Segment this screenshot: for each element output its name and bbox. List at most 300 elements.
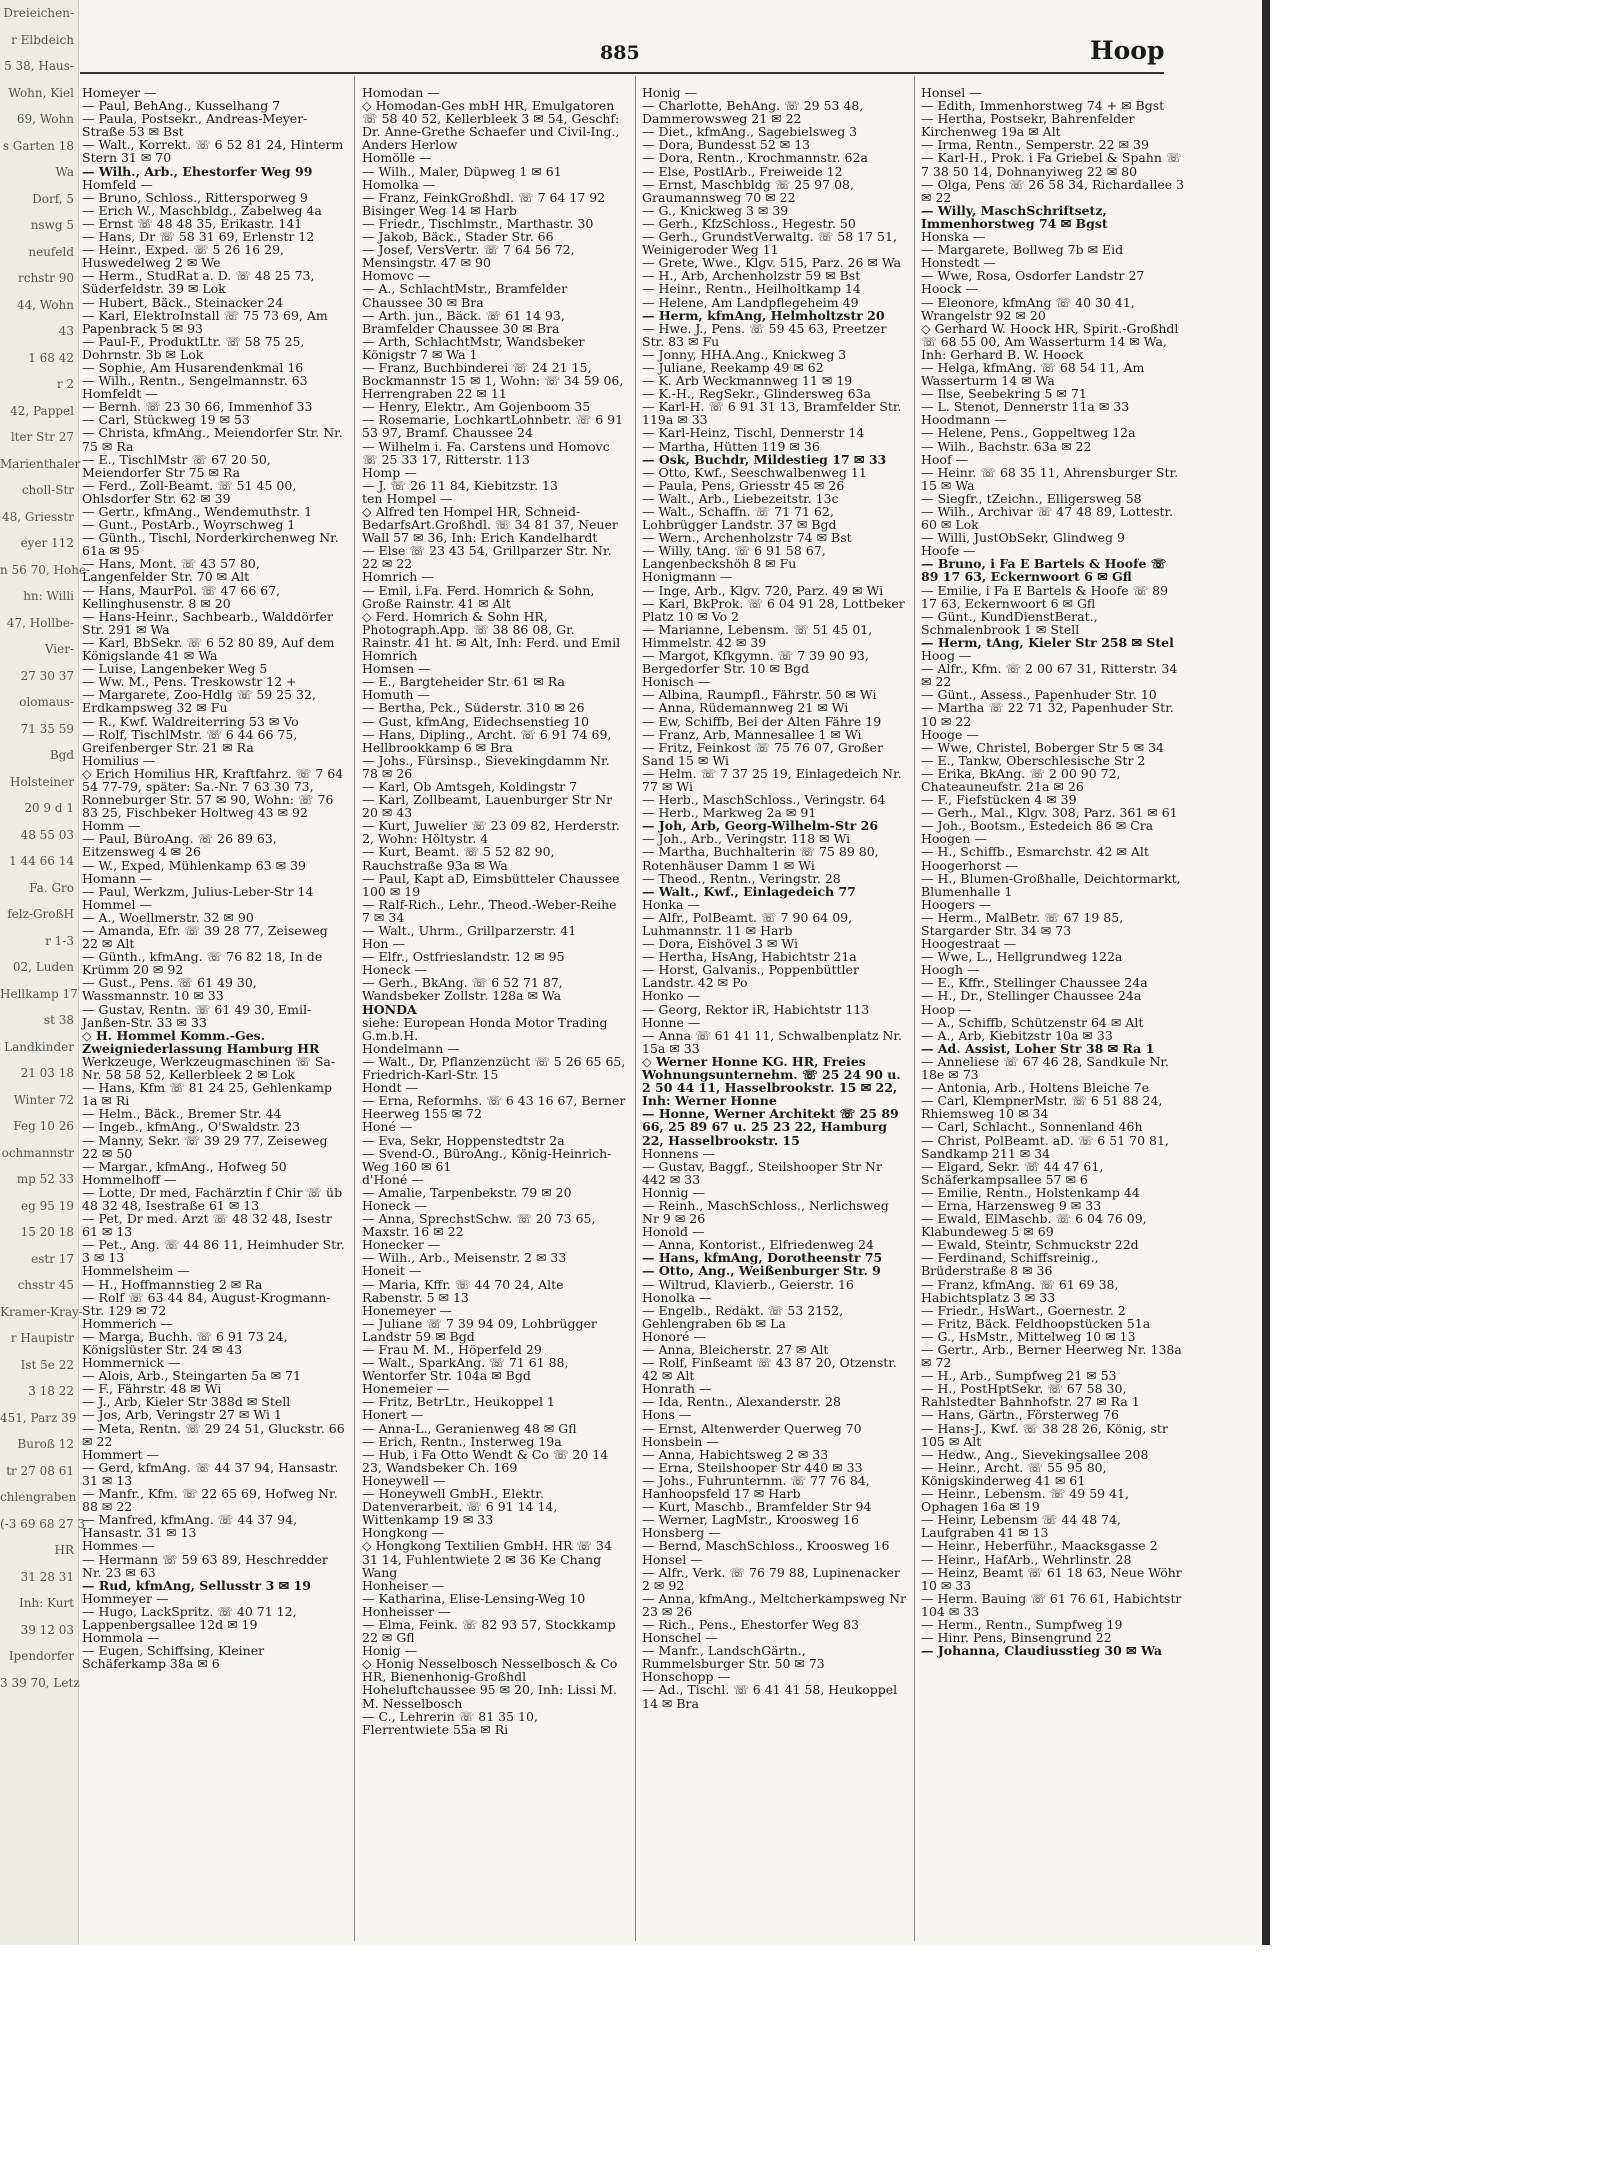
directory-entry: — W., Exped, Mühlenkamp 63 ✉ 39	[82, 857, 307, 873]
directory-entry: — Margar., kfmAng., Hofweg 50	[82, 1158, 287, 1174]
bleed-fragment: 27 30 37	[20, 668, 74, 683]
directory-entry: — Svend-O., BüroAng., König-Heinrich-Weg 160 ✉ 61	[362, 1145, 612, 1174]
directory-entry: — Olga, Pens ☏ 26 58 34, Richardallee 3 ✉ 22	[921, 176, 1185, 205]
directory-entry: — Hans-J., Kwf. ☏ 38 28 26, König, str 105 ✉ Alt	[921, 1420, 1168, 1449]
bleed-fragment: mp 52 33	[16, 1172, 74, 1186]
directory-entry: — Walt., Dr, Pflanzenzücht ☏ 5 26 65 65, Friedrich-Karl-Str. 15	[362, 1053, 626, 1083]
directory-entry: — Günth., kfmAng. ☏ 76 82 18, In de Krümm 20 ✉ 92	[82, 949, 323, 978]
column-2	[362, 86, 626, 1736]
header-rule	[80, 72, 1164, 74]
column-divider	[354, 76, 355, 1941]
bleed-fragment: eg 95 19	[21, 1198, 74, 1213]
directory-entry: — Eugen, Schiffsing, Kleiner Schäferkamp 38a ✉ 6	[82, 1643, 265, 1672]
directory-entry: — H., Arb, Archenholzstr 59 ✉ Bst	[642, 268, 861, 284]
directory-entry: — Ewald, Steintr, Schmuckstr 22d	[921, 1237, 1139, 1253]
directory-entry: — Johs., Fürsinsp., Sievekingdamm Nr. 78 ✉ 26	[362, 752, 610, 781]
surname-heading: Honrath —	[642, 1381, 712, 1397]
directory-entry: — Irma, Rentn., Semperstr. 22 ✉ 39	[921, 137, 1149, 153]
directory-entry: — Reinh., MaschSchloss., Nerlichsweg Nr 9 ✉ 26	[642, 1197, 889, 1227]
directory-entry: — Frau M. M., Höperfeld 29	[362, 1342, 542, 1357]
directory-entry: — Paul, BehAng., Kusselhang 7	[82, 98, 281, 114]
directory-entry: — Ernst, Altenwerder Querweg 70	[642, 1420, 862, 1436]
directory-entry: — Ferdinand, Schiffsreinig., Brüderstraße 8 ✉ 36	[921, 1250, 1099, 1279]
directory-entry: — Alfr., PolBeamt. ☏ 7 90 64 09, Luhmannstr. 11 ✉ Harb	[642, 909, 853, 938]
directory-entry: — Manny, Sekr. ☏ 39 29 77, Zeiseweg 22 ✉ 50	[82, 1132, 328, 1161]
directory-entry: — Manfr., LandschGärtn., Rummelsburger Str. 50 ✉ 73	[642, 1643, 825, 1672]
directory-entry: — Marianne, Lebensm. ☏ 51 45 01, Himmelstr. 42 ✉ 39	[642, 621, 873, 650]
directory-entry: — Amalie, Tarpenbekstr. 79 ✉ 20	[362, 1184, 572, 1200]
directory-entry: siehe: European Honda Motor Trading G.m.b.H.	[362, 1014, 608, 1043]
directory-entry: — Herm., Rentn., Sumpfweg 19	[921, 1616, 1123, 1632]
directory-entry: — Hans, Mont. ☏ 43 57 80, Langenfelder Str. 70 ✉ Alt	[82, 556, 260, 585]
surname-heading: Homann —	[82, 870, 153, 886]
surname-heading: Hoop —	[921, 1001, 972, 1017]
directory-entry: — Gertr., kfmAng., Wendemuthstr. 1	[82, 504, 313, 519]
directory-entry: — Werner, LagMstr., Kroosweg 16	[642, 1512, 859, 1528]
directory-entry: — Herm., MalBetr. ☏ 67 19 85, Stargarder Str. 34 ✉ 73	[921, 909, 1124, 938]
directory-entry: — Helga, kfmAng. ☏ 68 54 11, Am Wasserturm 14 ✉ Wa	[921, 359, 1145, 389]
bleed-fragment: r 2	[56, 377, 74, 391]
surname-heading: Honka —	[642, 896, 700, 912]
directory-entry: — E., Kffr., Stellinger Chaussee 24a	[921, 975, 1148, 991]
directory-entry: ◇ Erich Homilius HR, Kraftfahrz. ☏ 7 64 54 77-79, später: Sa.-Nr. 7 63 30 73, Ronneburger Str. 57 ✉ 90, Wohn: ☏ 76 83 25, Fischbeker Holtweg 43 ✉ 92	[82, 765, 344, 821]
bleed-fragment: r Haupistr	[10, 1331, 74, 1345]
directory-entry: — Helm. ☏ 7 37 25 19, Einlagedeich Nr. 77 ✉ Wi	[642, 765, 902, 794]
directory-entry: — H., Dr., Stellinger Chaussee 24a	[921, 988, 1142, 1004]
column-divider	[635, 76, 636, 1941]
directory-entry: — Herb., MaschSchloss., Veringstr. 64	[642, 792, 886, 808]
directory-entry: — Christa, kfmAng., Meiendorfer Str. Nr. 75 ✉ Ra	[82, 425, 343, 454]
directory-entry: — Arth, SchlachtMstr, Wandsbeker Königstr 7 ✉ Wa 1	[362, 333, 585, 362]
bleed-fragment: rchstr 90	[18, 271, 74, 285]
bleed-fragment: 1 68 42	[28, 350, 74, 365]
bleed-fragment: estr 17	[31, 1251, 74, 1266]
directory-entry: — Karl, Zollbeamt, Lauenburger Str Nr 20 ✉ 43	[362, 792, 613, 821]
directory-entry: — Hermann ☏ 59 63 89, Heschredder Nr. 23 ✉ 63	[82, 1551, 328, 1580]
surname-heading: Honeck —	[362, 1197, 427, 1213]
directory-entry: — Heinr., HafArb., Wehrlinstr. 28	[921, 1551, 1132, 1567]
directory-entry: — Anna ☏ 61 41 11, Schwalbenplatz Nr. 15a ✉ 33	[642, 1027, 903, 1056]
directory-entry: — Ad., Tischl. ☏ 6 41 41 58, Heukoppel 14 ✉ Bra	[642, 1682, 898, 1711]
bleed-fragment: chlengraben	[0, 1490, 77, 1504]
directory-entry: — Erich W., Maschbldg., Zabelweg 4a	[82, 202, 322, 218]
surname-heading: Honsel —	[642, 1551, 703, 1567]
surname-heading: Honigmann —	[642, 569, 733, 585]
directory-entry: — J. ☏ 26 11 84, Kiebitzstr. 13	[362, 477, 558, 493]
directory-entry: ◇ Alfred ten Hompel HR, Schneid-BedarfsArt.Großhdl. ☏ 34 81 37, Neuer Wall 57 ✉ 36, Inh: Erich Kandelhardt	[362, 504, 618, 546]
directory-entry: — Hans-Heinr., Sachbearb., Walddörfer Str. 291 ✉ Wa	[82, 608, 333, 637]
bleed-fragment: 47, Hollbe-	[6, 615, 74, 630]
surname-heading: Hooge —	[921, 726, 979, 742]
directory-entry: — Arth. jun., Bäck. ☏ 61 14 93, Bramfelder Chaussee 30 ✉ Bra	[362, 307, 565, 336]
directory-entry: — Joh., Arb., Veringstr. 118 ✉ Wi	[642, 831, 851, 847]
directory-entry: — Wilhelm i. Fa. Carstens und Homovc ☏ 25 33 17, Ritterstr. 113	[362, 438, 610, 467]
directory-entry: — Ewald, ElMaschb. ☏ 6 04 76 09, Klabundeweg 5 ✉ 69	[921, 1211, 1147, 1240]
surname-heading: Hoof —	[921, 451, 969, 467]
facing-page-bleed	[0, 0, 91, 1945]
directory-entry: — Jonny, HHA.Ang., Knickweg 3	[642, 346, 847, 362]
surname-heading: Hongkong —	[362, 1525, 445, 1541]
directory-entry: — Meta, Rentn. ☏ 29 24 51, Gluckstr. 66 ✉ 22	[82, 1420, 345, 1449]
column-divider	[914, 76, 915, 1941]
surname-heading: Hoock —	[921, 281, 979, 297]
directory-entry: — Ilse, Seebekring 5 ✉ 71	[921, 386, 1087, 402]
surname-heading: Hoog —	[921, 648, 972, 664]
surname-heading: Honheisser —	[362, 1603, 451, 1619]
directory-entry: — Theod., Rentn., Veringstr. 28	[642, 870, 841, 886]
directory-entry: — Erich, Rentn., Insterweg 19a	[362, 1433, 562, 1449]
directory-entry: — Heinr. ☏ 68 35 11, Ahrensburger Str. 15 ✉ Wa	[921, 464, 1179, 493]
directory-entry: — Günth., Tischl, Norderkirchenweg Nr. 61a ✉ 95	[82, 530, 339, 559]
surname-heading: Honecker —	[362, 1237, 441, 1253]
directory-entry: — Wern., Archenholzstr 74 ✉ Bst	[642, 530, 852, 546]
directory-entry: — Joh, Arb, Georg-Wilhelm-Str 26	[642, 818, 879, 834]
surname-heading: Hoogh —	[921, 962, 980, 978]
directory-entry: — Kurt, Juwelier ☏ 23 09 82, Herderstr. 2, Wohn: Höltystr. 4	[362, 818, 620, 847]
surname-heading: Hons —	[642, 1407, 692, 1423]
directory-entry: ◇ Werner Honne KG. HR, Freies Wohnungsunternehm. ☏ 25 24 90 u. 2 50 44 11, Hasselbrookstr. 15 ✉ 22, Inh: Werner Honne	[642, 1053, 901, 1109]
surname-heading: Honeck —	[362, 962, 427, 978]
directory-entry: — Pet, Dr med. Arzt ☏ 48 32 48, Isestr 61 ✉ 13	[82, 1211, 332, 1240]
directory-entry: — Margarete, Zoo-Hdlg ☏ 59 25 32, Erdkampsweg 32 ✉ Fu	[82, 687, 316, 716]
directory-entry: — Kurt, Maschb., Bramfelder Str 94	[642, 1499, 872, 1515]
bleed-fragment: 39 12 03	[20, 1622, 74, 1637]
directory-entry: — H., Blumen-Großhalle, Deichtormarkt, Blumenhalle 1	[921, 870, 1181, 899]
directory-entry: — Wwe, L., Hellgrundweg 122a	[921, 949, 1123, 965]
column-3	[642, 86, 906, 1710]
directory-entry: — Anna, SprechstSchw. ☏ 20 73 65, Maxstr. 16 ✉ 22	[362, 1211, 596, 1240]
directory-entry: — Herb., Markweg 2a ✉ 91	[642, 805, 817, 821]
surname-heading: Hoofe —	[921, 543, 976, 559]
directory-entry: — Herm, tAng, Kieler Str 258 ✉ Stel	[921, 634, 1174, 650]
surname-heading: Homodan —	[362, 85, 440, 100]
directory-entry: — Gust., Pens. ☏ 61 49 30, Wassmannstr. 10 ✉ 33	[82, 975, 257, 1004]
bleed-fragment: Wa	[55, 165, 74, 179]
surname-heading: Homfeld —	[82, 176, 153, 192]
directory-entry: — Herm., StudRat a. D. ☏ 48 25 73, Süderfeldstr. 39 ✉ Lok	[82, 268, 315, 297]
directory-entry: — Antonia, Arb., Holtens Bleiche 7e	[921, 1080, 1150, 1096]
directory-entry: — Helm., Bäck., Bremer Str. 44	[82, 1106, 282, 1122]
directory-entry: — H., Schiffb., Esmarchstr. 42 ✉ Alt	[921, 844, 1149, 860]
directory-entry: — Eva, Sekr, Hoppenstedtstr 2a	[362, 1132, 565, 1148]
directory-entry: — Honne, Werner Architekt ☏ 25 89 66, 25 89 67 u. 25 23 22, Hamburg 22, Hasselbrookstr. 15	[642, 1106, 899, 1148]
directory-entry: ◇ Gerhard W. Hoock HR, Spirit.-Großhdl ☏ 68 55 00, Am Wasserturm 14 ✉ Wa, Inh: Gerhard B. W. Hoock	[921, 320, 1179, 362]
directory-entry: — Ernst, Maschbldg ☏ 25 97 08, Graumannsweg 70 ✉ 22	[642, 176, 854, 205]
directory-entry: — Hans, MaurPol. ☏ 47 66 67, Kellinghusenstr. 8 ✉ 20	[82, 582, 281, 611]
bleed-fragment: 20 9 d 1	[24, 801, 74, 815]
directory-entry: — Heinr., Lebensm. ☏ 49 59 41, Ophagen 16a ✉ 19	[921, 1486, 1129, 1515]
bleed-fragment: Feg 10 26	[13, 1119, 74, 1133]
directory-entry: — Bruno, Schloss., Rittersporweg 9	[82, 189, 308, 205]
directory-entry: — Günt., Assess., Papenhuder Str. 10	[921, 687, 1157, 703]
bleed-fragment: nswg 5	[30, 218, 74, 232]
directory-entry: — Gust, kfmAng, Eidechsenstieg 10	[362, 713, 590, 729]
surname-heading: Homovc —	[362, 268, 431, 284]
directory-entry: — Gerh., KfzSchloss., Hegestr. 50	[642, 215, 856, 231]
directory-entry: — H., Arb., Sumpfweg 21 ✉ 53	[921, 1368, 1117, 1384]
directory-entry: ◇ Hongkong Textilien GmbH. HR ☏ 34 31 14, Fuhlentwiete 2 ✉ 36 Ke Chang Wang	[362, 1538, 612, 1580]
directory-entry: — Willy, MaschSchriftsetz, Immenhorstweg 74 ✉ Bgst	[921, 202, 1108, 231]
bleed-fragment: Landkinder	[4, 1039, 74, 1054]
surname-heading: Honsberg —	[642, 1525, 721, 1541]
directory-entry: — H., Hoffmannstieg 2 ✉ Ra	[82, 1276, 263, 1292]
directory-entry: ◇ Homodan-Ges mbH HR, Emulgatoren ☏ 58 40 52, Kellerbleek 3 ✉ 54, Geschf: Dr. Anne-Grethe Schaefer und Civil-Ing., Anders Herlow	[362, 98, 620, 153]
directory-entry: — Rolf ☏ 63 44 84, August-Krogmann-Str. 129 ✉ 72	[82, 1289, 331, 1318]
directory-entry: — Pet., Ang. ☏ 44 86 11, Heimhuder Str. 3 ✉ 13	[82, 1237, 345, 1266]
directory-entry: — Heinr., Exped. ☏ 5 26 16 29, Huswedelweg 2 ✉ We	[82, 242, 285, 271]
directory-entry: — Erna, Harzensweg 9 ✉ 33	[921, 1197, 1102, 1213]
directory-entry: — Manfred, kfmAng. ☏ 44 37 94, Hansastr. 31 ✉ 13	[82, 1512, 298, 1541]
directory-entry: — Emil, i.Fa. Ferd. Homrich & Sohn, Große Rainstr. 41 ✉ Alt	[362, 582, 595, 611]
directory-entry: — Amanda, Efr. ☏ 39 28 77, Zeiseweg 22 ✉ Alt	[82, 923, 328, 952]
bleed-fragment: st 38	[43, 1013, 74, 1027]
bleed-fragment: Buroß 12	[17, 1437, 74, 1451]
bleed-fragment: 44, Wohn	[16, 297, 74, 312]
surname-heading: Hoodmann —	[921, 412, 1007, 428]
surname-heading: Homfeldt —	[82, 386, 158, 402]
directory-entry: — Fritz, BetrLtr., Heukoppel 1	[362, 1394, 555, 1410]
directory-entry: — Else ☏ 23 43 54, Grillparzer Str. Nr. 22 ✉ 22	[362, 543, 612, 572]
directory-entry: — Wiltrud, Klavierb., Geierstr. 16	[642, 1276, 854, 1292]
directory-entry: — Wilh., Arb., Meisenstr. 2 ✉ 33	[362, 1250, 567, 1266]
directory-entry: — Hans, kfmAng, Dorotheenstr 75	[642, 1250, 883, 1266]
surname-heading: Homm —	[82, 818, 141, 834]
directory-entry: — Anna, kfmAng., Meltcherkampsweg Nr 23 ✉ 26	[642, 1590, 906, 1619]
directory-entry: — Walt., SparkAng. ☏ 71 61 88, Wentorfer Str. 104a ✉ Bgd	[362, 1355, 569, 1384]
bleed-fragment: 69, Wohn	[16, 112, 74, 126]
surname-heading: Hommerich —	[82, 1315, 174, 1331]
directory-entry: — Georg, Rektor iR, Habichtstr 113	[642, 1001, 870, 1017]
surname-heading: Honschopp —	[642, 1669, 730, 1685]
directory-entry: — Elgard, Sekr. ☏ 44 47 61, Schäferkampsallee 57 ✉ 6	[921, 1158, 1104, 1187]
directory-entry: — Hertha, HsAng, Habichtstr 21a	[642, 949, 857, 965]
directory-entry: — Erna, Reformhs. ☏ 6 43 16 67, Berner Heerweg 155 ✉ 72	[362, 1093, 626, 1122]
directory-entry: — Herm. Bauing ☏ 61 76 61, Habichtstr 104 ✉ 33	[921, 1590, 1182, 1619]
directory-entry: — Jakob, Bäck., Stader Str. 66	[362, 229, 554, 245]
directory-entry: — Hubert, Bäck., Steinacker 24	[82, 294, 284, 310]
directory-entry: — Paul, BüroAng. ☏ 26 89 63, Eitzensweg 4 ✉ 26	[82, 831, 277, 860]
bleed-fragment: 71 35 59	[20, 721, 74, 736]
bleed-fragment: olomaus-	[19, 695, 74, 709]
directory-entry: — Ida, Rentn., Alexanderstr. 28	[642, 1394, 841, 1410]
directory-entry: — Marga, Buchh. ☏ 6 91 73 24, Königslüster Str. 24 ✉ 43	[82, 1328, 288, 1357]
bleed-fragment: 02, Luden	[12, 960, 74, 974]
directory-entry: — Ww. M., Pens. Treskowstr 12 +	[82, 674, 297, 690]
page-number: 885	[600, 42, 640, 64]
surname-heading: Hommola —	[82, 1630, 160, 1646]
directory-entry: — K.-H., RegSekr., Glindersweg 63a	[642, 386, 871, 402]
bleed-fragment: lter Str 27	[10, 430, 74, 444]
directory-entry: — Alfr., Verk. ☏ 76 79 88, Lupinenacker 2 ✉ 92	[642, 1564, 900, 1593]
surname-heading: Hondelmann —	[362, 1040, 460, 1056]
bleed-fragment: 43	[58, 324, 74, 338]
bleed-fragment: hn: Willi	[23, 589, 74, 603]
directory-entry: — Albina, Raumpfl., Fährstr. 50 ✉ Wi	[642, 687, 877, 703]
directory-entry: — Karl-H., Prok. i Fa Griebel & Spahn ☏ 7 38 50 14, Dohnanyiweg 22 ✉ 80	[921, 150, 1182, 179]
directory-entry: — Dora, Eishövel 3 ✉ Wi	[642, 936, 798, 952]
directory-entry: — Friedr., Tischlmstr., Marthastr. 30	[362, 215, 594, 231]
directory-entry: — Martha, Buchhalterin ☏ 75 89 80, Rotenhäuser Damm 1 ✉ Wi	[642, 844, 879, 873]
directory-entry: — Günt., KundDienstBerat., Schmalenbrook 1 ✉ Stell	[921, 608, 1098, 637]
surname-heading: Honolka —	[642, 1289, 712, 1305]
directory-entry: — E., Bargteheider Str. 61 ✉ Ra	[362, 674, 565, 690]
surname-heading: Honoré —	[642, 1328, 706, 1344]
directory-entry: — K. Arb Weckmannweg 11 ✉ 19	[642, 373, 853, 389]
surname-heading: Honsel —	[921, 85, 982, 100]
directory-entry: — Elfr., Ostfrieslandstr. 12 ✉ 95	[362, 949, 565, 965]
surname-heading: Hoogestraat —	[921, 936, 1017, 952]
directory-entry: — Anna-L., Geranienweg 48 ✉ Gfl	[362, 1420, 577, 1436]
directory-entry: — Hinr. Pens, Binsengrund 22	[921, 1630, 1112, 1646]
bleed-fragment: 48, Griesstr	[1, 509, 74, 524]
directory-entry: — A., Woellmerstr. 32 ✉ 90	[82, 909, 254, 925]
directory-entry: — Gerh., GrundstVerwaltg. ☏ 58 17 51, Weinigeroder Weg 11	[642, 229, 897, 258]
bleed-fragment: Dreieichen-	[3, 6, 74, 20]
directory-entry: — Wilh., Bachstr. 63a ✉ 22	[921, 438, 1092, 454]
directory-entry: — Gustav, Baggf., Steilshooper Str Nr 442 ✉ 33	[642, 1158, 882, 1187]
directory-entry: — Anna, Rüdemannweg 21 ✉ Wi	[642, 700, 849, 716]
directory-entry: — Hedw., Ang., Sievekingsallee 208	[921, 1446, 1149, 1462]
directory-entry: — Karl-Heinz, Tischl, Dennerstr 14	[642, 425, 865, 441]
surname-heading: Homuth —	[362, 687, 430, 703]
directory-entry: — Wilh., Arb., Ehestorfer Weg 99	[82, 163, 313, 179]
bleed-fragment: r Elbdeich	[11, 32, 74, 47]
directory-entry: — Katharina, Elise-Lensing-Weg 10	[362, 1590, 586, 1606]
bleed-fragment: Ipendorfer	[8, 1649, 74, 1663]
surname-heading: Homilius —	[82, 752, 156, 768]
bleed-fragment: 3 39 70, Letz	[0, 1675, 80, 1690]
directory-entry: — Johs., Fuhrunternm. ☏ 77 76 84, Hanhoopsfeld 17 ✉ Harb	[642, 1472, 870, 1502]
surname-heading: Hon —	[362, 936, 405, 952]
directory-entry: — Osk, Buchdr, Mildestieg 17 ✉ 33	[642, 451, 887, 467]
running-head: Hoop	[1090, 36, 1165, 65]
directory-entry: — Dora, Bundesst 52 ✉ 13	[642, 137, 811, 153]
directory-entry: — G., HsMstr., Mittelweg 10 ✉ 13	[921, 1328, 1136, 1344]
directory-entry: — Karl, BkProk. ☏ 6 04 91 28, Lottbeker Platz 10 ✉ Vo 2	[642, 595, 905, 624]
directory-entry: ◇ Ferd. Homrich & Sohn HR, Photograph.App. ☏ 38 86 08, Gr. Rainstr. 41 ht. ✉ Alt, Inh: Ferd. und Emil Homrich	[362, 608, 621, 664]
directory-entry: — Ew, Schiffb, Bei der Alten Fähre 19	[642, 713, 882, 729]
bleed-fragment: ochmannstr	[1, 1145, 74, 1160]
directory-entry: — Christ, PolBeamt. aD. ☏ 6 51 70 81, Sandkamp 211 ✉ 34	[921, 1132, 1169, 1161]
bleed-fragment: Bgd	[49, 748, 74, 762]
surname-heading: Homölle —	[362, 150, 432, 166]
directory-entry: — Willi, JustObSekr, Glindweg 9	[921, 530, 1125, 546]
directory-entry: — Wilh., Maler, Düpweg 1 ✉ 61	[362, 163, 562, 179]
bleed-fragment: 48 55 03	[20, 827, 74, 842]
bleed-fragment: chsstr 45	[17, 1278, 74, 1292]
directory-entry: — Otto, Ang., Weißenburger Str. 9	[642, 1263, 881, 1279]
directory-entry: — Honeywell GmbH., Elektr. Datenverarbeit. ☏ 6 91 14 14, Wittenkamp 19 ✉ 33	[362, 1486, 558, 1528]
directory-entry: — Paula, Pens, Griesstr 45 ✉ 26	[642, 477, 845, 493]
directory-entry: — Edith, Immenhorstweg 74 + ✉ Bgst	[921, 98, 1165, 114]
surname-heading: Hommernick —	[82, 1355, 181, 1371]
directory-entry: — Paul, Kapt aD, Eimsbütteler Chaussee 100 ✉ 19	[362, 870, 620, 899]
directory-entry: — Elma, Feink. ☏ 82 93 57, Stockkamp 22 ✉ Gfl	[362, 1616, 616, 1646]
bleed-fragment: Wohn, Kiel	[8, 85, 74, 100]
bleed-fragment: 5 38, Haus-	[4, 59, 74, 73]
surname-heading: Honert —	[362, 1407, 424, 1423]
surname-heading: Honne —	[642, 1014, 701, 1030]
surname-heading: Hommel —	[82, 896, 153, 912]
directory-entry: — Heinr., Rentn., Heilholtkamp 14	[642, 281, 861, 297]
directory-entry: — Willy, tAng. ☏ 6 91 58 67, Langenbeckshöh 8 ✉ Fu	[642, 543, 826, 572]
surname-heading: Honsbein —	[642, 1433, 719, 1449]
surname-heading: Homeyer —	[82, 85, 157, 100]
surname-heading: Honstedt —	[921, 255, 996, 271]
directory-entry: — Erika, BkAng. ☏ 2 00 90 72, Chateauneufstr. 21a ✉ 26	[921, 765, 1121, 794]
directory-entry: — Karl, BbSekr. ☏ 6 52 80 89, Auf dem Königslande 41 ✉ Wa	[82, 634, 335, 664]
surname-heading: Hoogerhorst —	[921, 857, 1018, 873]
directory-entry: — Walt., Arb., Liebezeitstr. 13c	[642, 490, 839, 506]
directory-entry: — Heinr., Archt. ☏ 55 95 80, Königskinderweg 41 ✉ 61	[921, 1459, 1107, 1488]
directory-entry: — J., Arb, Kieler Str 388d ✉ Stell	[82, 1394, 291, 1410]
directory-entry: — Rud, kfmAng, Sellusstr 3 ✉ 19	[82, 1577, 311, 1593]
directory-entry: — Erna, Steilshooper Str 440 ✉ 33	[642, 1459, 863, 1475]
directory-entry: — Friedr., HsWart., Goernestr. 2	[921, 1302, 1126, 1318]
directory-entry: — L. Stenot, Dennerstr 11a ✉ 33	[921, 399, 1130, 415]
surname-heading: Honold —	[642, 1224, 705, 1240]
bleed-fragment: Holsteiner	[9, 774, 74, 789]
directory-entry: ◇ Honig Nesselbosch Nesselbosch & Co HR, Bienenhonig-Großhdl Hoheluftchaussee 95 ✉ 20, Inh: Lissi M. M. Nesselbosch	[362, 1656, 618, 1711]
directory-entry: — Gerh., BkAng. ☏ 6 52 71 87, Wandsbeker Zollstr. 128a ✉ Wa	[362, 975, 563, 1004]
directory-entry: — E., Tankw, Oberschlesische Str 2	[921, 752, 1146, 768]
directory-entry: — Lotte, Dr med, Fachärztin f Chir ☏ üb 48 32 48, Isestraße 61 ✉ 13	[82, 1184, 343, 1213]
directory-entry: — Otto, Kwf., Seeschwalbenweg 11	[642, 464, 867, 480]
directory-entry: — Helene, Pens., Goppeltweg 12a	[921, 425, 1136, 441]
surname-heading: Hommeyer —	[82, 1590, 169, 1606]
directory-entry: — Heinr., Heberführ., Maacksgasse 2	[921, 1538, 1158, 1554]
bleed-fragment: neufeld	[28, 244, 74, 259]
directory-entry: — Maria, Kffr. ☏ 44 70 24, Alte Rabenstr. 5 ✉ 13	[362, 1276, 564, 1305]
directory-entry: — Kurt, Beamt. ☏ 5 52 82 90, Rauchstraße 93a ✉ Wa	[362, 844, 555, 873]
directory-entry: — Walt., Schaffn. ☏ 71 71 62, Lohbrügger Landstr. 37 ✉ Bgd	[642, 504, 837, 533]
directory-entry: — Jos, Arb, Veringstr 27 ✉ Wi 1	[82, 1407, 282, 1423]
surname-heading: Hommert —	[82, 1446, 160, 1462]
directory-entry: — Karl, Ob Amtsgeh, Koldingstr 7	[362, 778, 578, 794]
directory-entry: — Josef, VersVertr. ☏ 7 64 56 72, Mensingstr. 47 ✉ 90	[362, 242, 575, 271]
directory-entry: — H., PostHptSekr. ☏ 67 58 30, Rahlstedter Bahnhofstr. 27 ✉ Ra 1	[921, 1381, 1140, 1410]
surname-heading: Hommes —	[82, 1538, 155, 1554]
directory-entry: — Manfr., Kfm. ☏ 22 65 69, Hofweg Nr. 88 ✉ 22	[82, 1486, 338, 1515]
bleed-fragment: 1 44 66 14	[9, 854, 74, 868]
directory-entry: — Walt., Uhrm., Grillparzerstr. 41	[362, 923, 577, 938]
directory-entry: — Gerd, kfmAng. ☏ 44 37 94, Hansastr. 31 ✉ 13	[82, 1459, 339, 1488]
directory-entry: — Helene, Am Landpflegeheim 49	[642, 294, 859, 310]
directory-entry: — Henry, Elektr., Am Gojenboom 35	[362, 399, 591, 415]
directory-entry: — Emilie, i Fa E Bartels & Hoofe ☏ 89 17 63, Eckernwoort 6 ✉ Gfl	[921, 582, 1169, 611]
directory-entry: — Fritz, Bäck. Feldhoopstücken 51a	[921, 1315, 1151, 1331]
bleed-fragment: 31 28 31	[20, 1569, 74, 1584]
directory-entry: — Emilie, Rentn., Holstenkamp 44	[921, 1184, 1140, 1200]
surname-heading: Honemeyer —	[362, 1302, 453, 1318]
surname-heading: Honisch —	[642, 674, 711, 690]
directory-entry: — Franz, Buchbinderei ☏ 24 21 15, Bockmannstr 15 ✉ 1, Wohn: ☏ 34 59 06, Herrengraben 22 ✉ 11	[362, 359, 624, 402]
directory-entry: — Paul-F., ProduktLtr. ☏ 58 75 25, Dohrnstr. 3b ✉ Lok	[82, 333, 305, 362]
bleed-fragment: n 56 70, Hohe-	[0, 562, 91, 577]
directory-entry: — Wilh., Rentn., Sengelmannstr. 63	[82, 373, 308, 389]
directory-entry: — Else, PostlArb., Freiweide 12	[642, 163, 843, 179]
directory-entry: — Fritz, Feinkost ☏ 75 76 07, Großer Sand 15 ✉ Wi	[642, 739, 884, 768]
directory-entry: — Bertha, Pck., Süderstr. 310 ✉ 26	[362, 700, 585, 716]
directory-entry: — F., Fiefstücken 4 ✉ 39	[921, 792, 1077, 808]
bleed-fragment: eyer 112	[20, 536, 74, 550]
directory-entry: ◇ H. Hommel Komm.-Ges. Zweigniederlassung Hamburg HR	[82, 1027, 320, 1056]
directory-entry: — Bernh. ☏ 23 30 66, Immenhof 33	[82, 399, 313, 415]
directory-entry: — Juliane, Reekamp 49 ✉ 62	[642, 359, 824, 375]
directory-entry: — Alfr., Kfm. ☏ 2 00 67 31, Ritterstr. 34 ✉ 22	[921, 661, 1178, 690]
surname-heading: Homp —	[362, 464, 417, 480]
directory-entry: — Bernd, MaschSchloss., Kroosweg 16	[642, 1538, 890, 1554]
